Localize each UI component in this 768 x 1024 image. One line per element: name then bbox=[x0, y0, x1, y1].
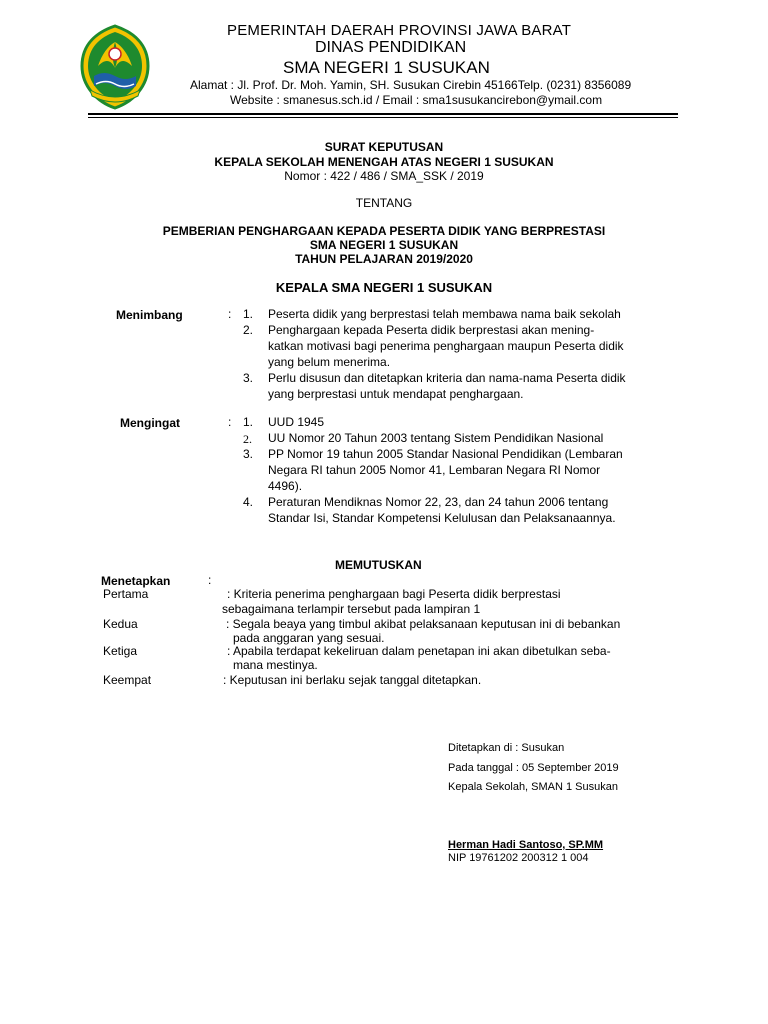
decision-heading: MEMUTUSKAN bbox=[335, 558, 422, 572]
menimbang-item2-line2: katkan motivasi bagi penerima penghargaan maupun Peserta didik bbox=[268, 339, 624, 353]
mengingat-colon: : bbox=[228, 415, 232, 429]
decree-authority: KEPALA SMA NEGERI 1 SUSUKAN bbox=[275, 280, 493, 295]
letterhead-rule-thick bbox=[88, 113, 678, 115]
pertama-text-line2: sebagaimana terlampir tersebut pada lampiran 1 bbox=[222, 602, 481, 616]
menimbang-item2-line1: Penghargaan kepada Peserta didik berprestasi akan mening- bbox=[268, 323, 595, 337]
mengingat-item3-line3: 4496). bbox=[268, 479, 303, 493]
mengingat-number-2: 2. bbox=[243, 432, 252, 446]
signature-place: Ditetapkan di : Susukan bbox=[448, 742, 565, 754]
menimbang-item3-line1: Perlu disusun dan ditetapkan kriteria dan nama-nama Peserta didik bbox=[268, 371, 626, 385]
decree-number: Nomor : 422 / 486 / SMA_SSK / 2019 bbox=[284, 169, 484, 183]
signature-date: Pada tanggal : 05 September 2019 bbox=[448, 762, 619, 774]
mengingat-number-1: 1. bbox=[243, 415, 254, 429]
letterhead-school-name: SMA NEGERI 1 SUSUKAN bbox=[283, 58, 490, 77]
kedua-text-line2: pada anggaran yang sesuai. bbox=[233, 631, 385, 645]
ketiga-label: Ketiga bbox=[103, 644, 138, 658]
mengingat-item1-line1: UUD 1945 bbox=[268, 415, 325, 429]
letterhead-line2: DINAS PENDIDIKAN bbox=[315, 39, 467, 56]
letterhead-line1: PEMERINTAH DAERAH PROVINSI JAWA BARAT bbox=[227, 22, 572, 39]
mengingat-number-3: 3. bbox=[243, 447, 254, 461]
keempat-text-line1: : Keputusan ini berlaku sejak tanggal ditetapkan. bbox=[223, 673, 482, 687]
signature-name: Herman Hadi Santoso, SP.MM bbox=[448, 839, 604, 851]
signature-nip: NIP 19761202 200312 1 004 bbox=[448, 852, 589, 864]
kedua-text-line1: : Segala beaya yang timbul akibat pelaksanaan keputusan ini di bebankan bbox=[226, 617, 621, 631]
kedua-label: Kedua bbox=[103, 617, 138, 631]
decree-title: SURAT KEPUTUSAN bbox=[324, 140, 444, 154]
menimbang-label: Menimbang bbox=[116, 308, 183, 322]
mengingat-number-4: 4. bbox=[243, 495, 254, 509]
decree-about: TENTANG bbox=[355, 196, 413, 210]
mengingat-item4-line1: Peraturan Mendiknas Nomor 22, 23, dan 24 tahun 2006 tentang bbox=[268, 495, 609, 509]
mengingat-item3-line1: PP Nomor 19 tahun 2005 Standar Nasional Pendidikan (Lembaran bbox=[268, 447, 623, 461]
mengingat-item3-line2: Negara RI tahun 2005 Nomor 41, Lembaran Negara RI Nomor bbox=[268, 463, 601, 477]
keempat-label: Keempat bbox=[103, 673, 152, 687]
menimbang-item3-line2: yang berprestasi untuk mendapat penghargaan. bbox=[268, 387, 524, 401]
menimbang-number-1: 1. bbox=[243, 307, 254, 321]
decree-subject-line2: SMA NEGERI 1 SUSUKAN bbox=[309, 238, 459, 252]
shield-emblem-icon bbox=[78, 24, 152, 110]
letterhead-rule-thin bbox=[88, 117, 678, 118]
decree-subject-line3: TAHUN PELAJARAN 2019/2020 bbox=[295, 252, 473, 266]
west-java-emblem-logo bbox=[78, 24, 152, 110]
menimbang-number-2: 2. bbox=[243, 323, 254, 337]
menimbang-item2-line3: yang belum menerima. bbox=[268, 355, 391, 369]
decree-issuer: KEPALA SEKOLAH MENENGAH ATAS NEGERI 1 SUSUKAN bbox=[214, 155, 554, 169]
menetapkan-label: Menetapkan bbox=[101, 574, 171, 588]
menimbang-colon: : bbox=[228, 307, 232, 321]
menetapkan-colon: : bbox=[208, 573, 212, 587]
decree-subject-line1: PEMBERIAN PENGHARGAAN KEPADA PESERTA DIDIK YANG BERPRESTASI bbox=[162, 224, 606, 238]
mengingat-item2-line1: UU Nomor 20 Tahun 2003 tentang Sistem Pendidikan Nasional bbox=[268, 431, 604, 445]
letterhead-website: Website : smanesus.sch.id / Email : sma1susukancirebon@ymail.com bbox=[230, 93, 603, 107]
mengingat-item4-line2: Standar Isi, Standar Kompetensi Kelulusan dan Pelaksanaannya. bbox=[268, 511, 616, 525]
letterhead-address: Alamat : Jl. Prof. Dr. Moh. Yamin, SH. Susukan Cirebin 45166Telp. (0231) 8356089 bbox=[190, 78, 632, 92]
menimbang-number-3: 3. bbox=[243, 371, 254, 385]
menimbang-item1-line1: Peserta didik yang berprestasi telah membawa nama baik sekolah bbox=[268, 307, 621, 321]
pertama-text-line1: : Kriteria penerima penghargaan bagi Peserta didik berprestasi bbox=[227, 587, 561, 601]
ketiga-text-line1: : Apabila terdapat kekeliruan dalam penetapan ini akan dibetulkan seba- bbox=[227, 644, 611, 658]
mengingat-label: Mengingat bbox=[120, 416, 180, 430]
pertama-label: Pertama bbox=[103, 587, 149, 601]
ketiga-text-line2: mana mestinya. bbox=[233, 658, 318, 672]
signature-position: Kepala Sekolah, SMAN 1 Susukan bbox=[448, 781, 618, 793]
